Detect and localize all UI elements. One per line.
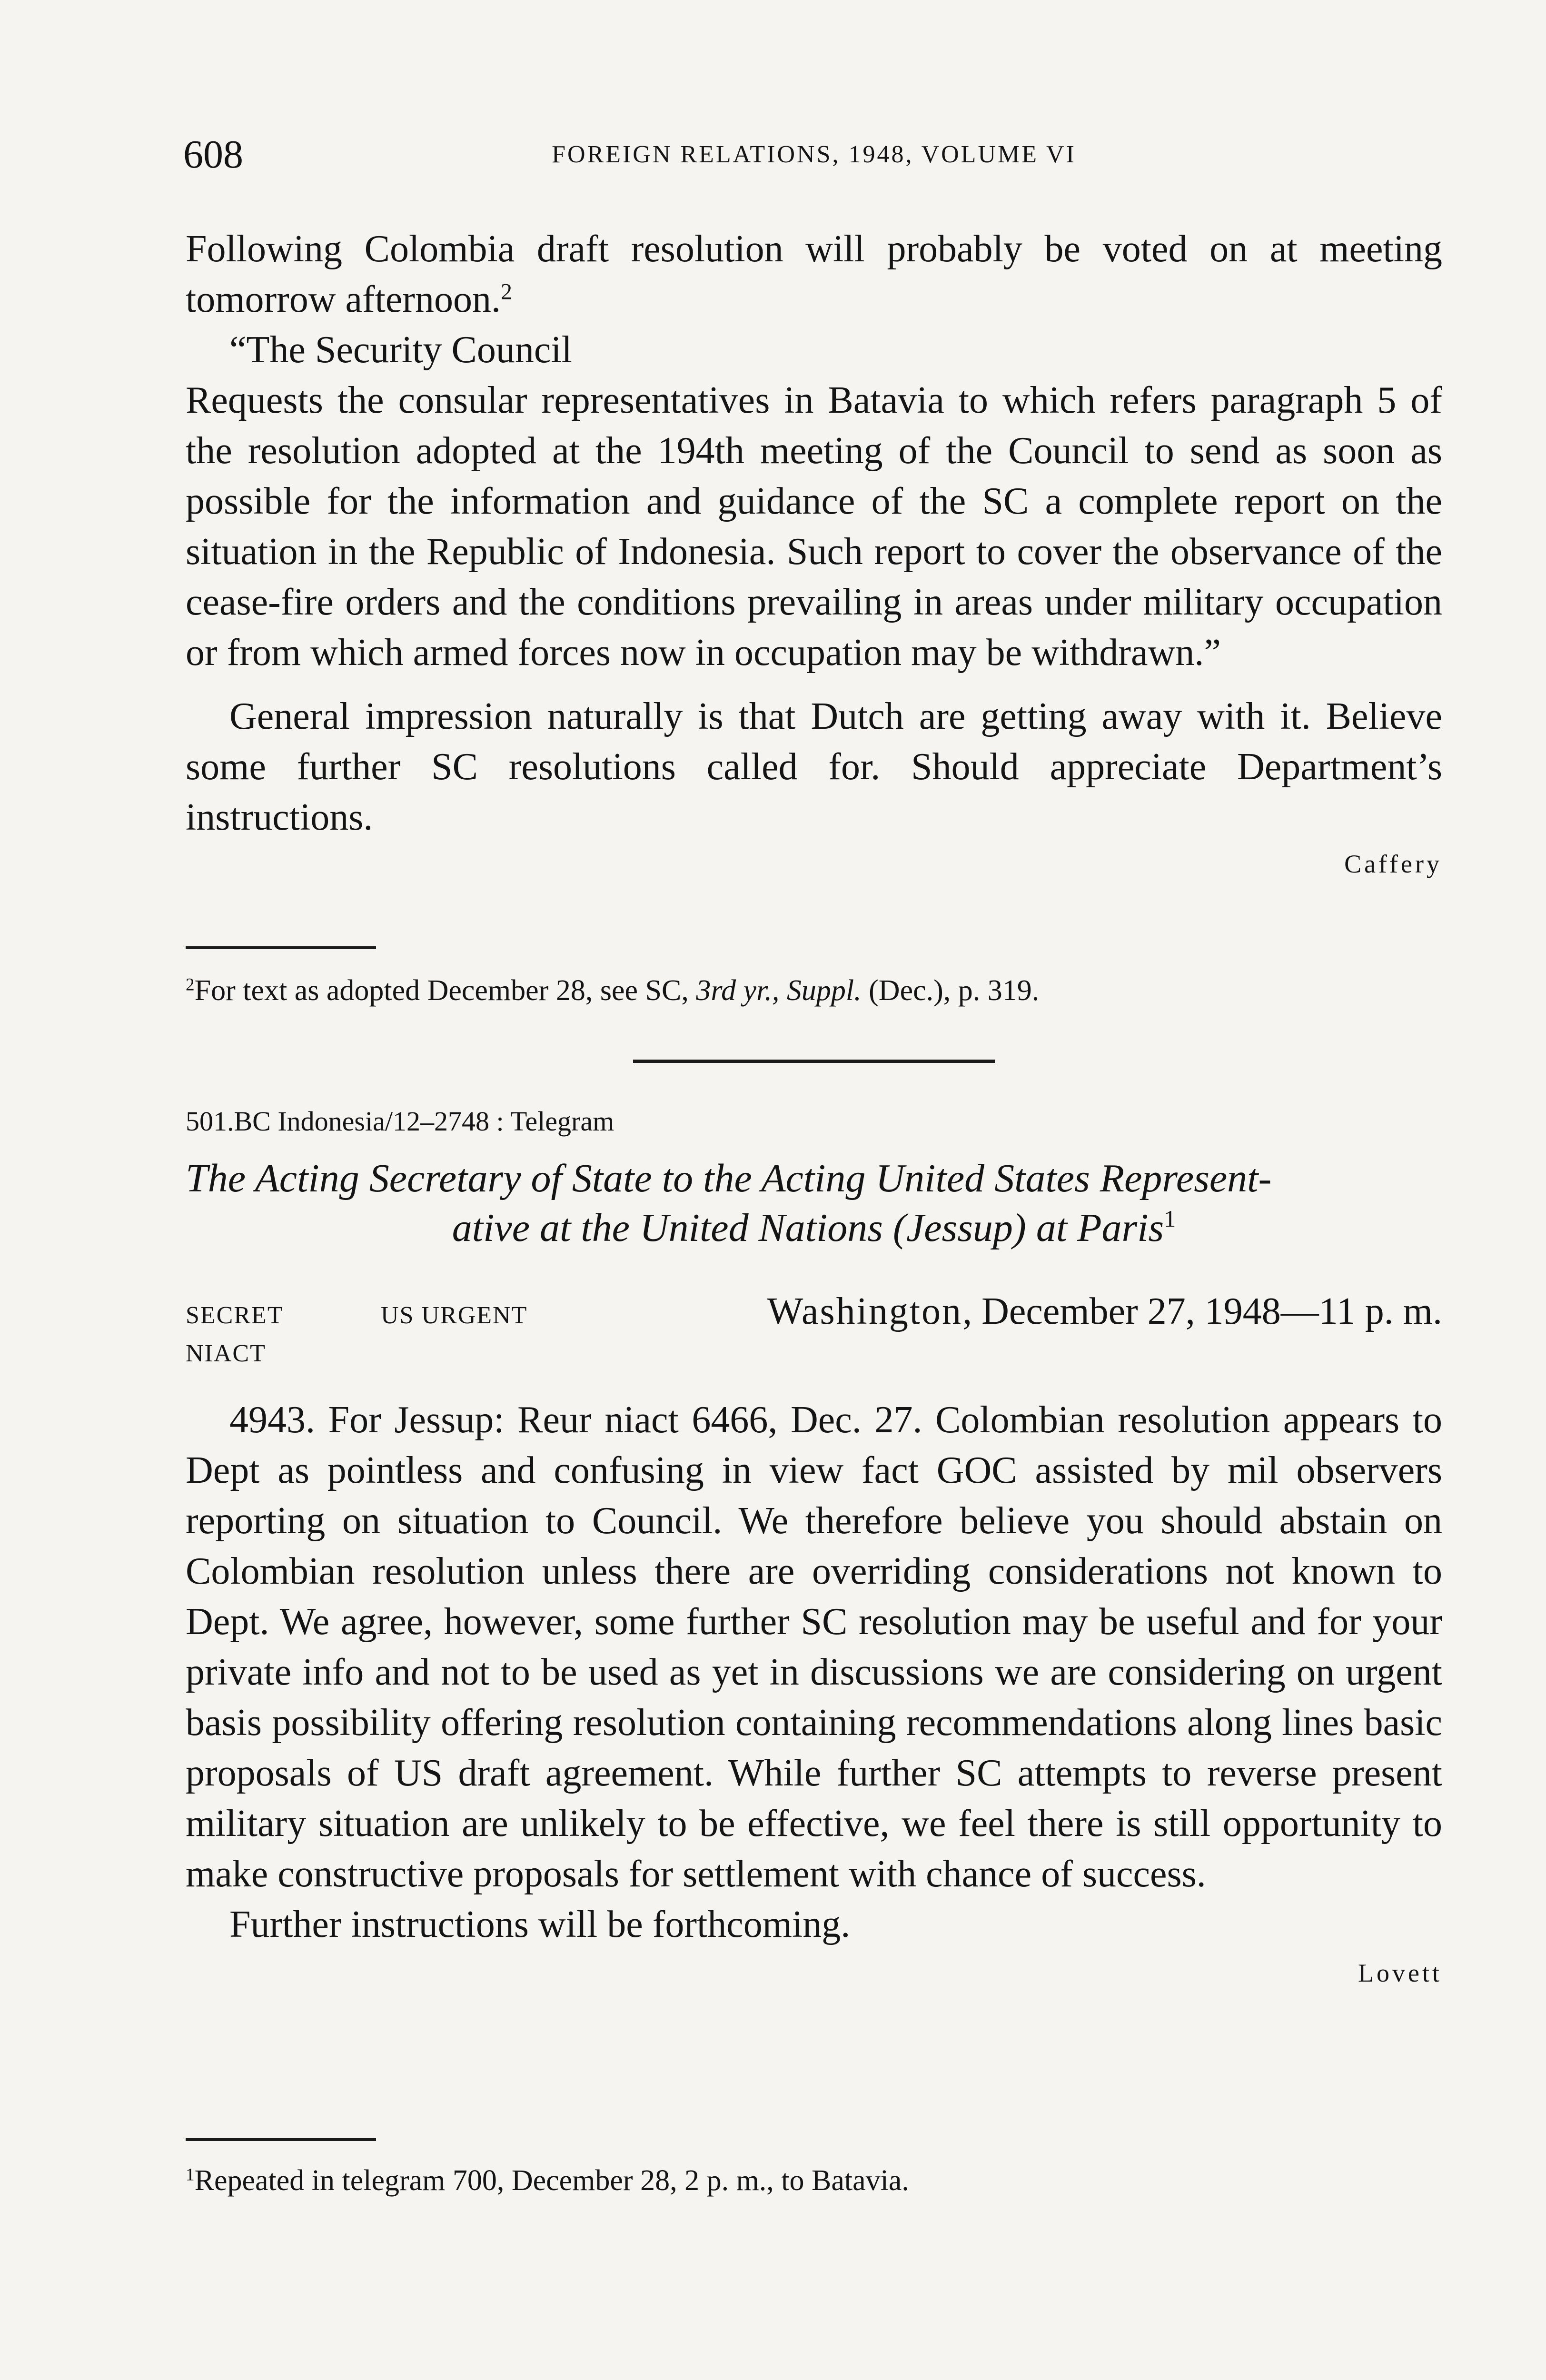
place-date: Washington, December 27, 1948—11 p. m. (767, 1290, 1442, 1332)
quote-body: Requests the consular representatives in Batavia to which refers paragraph 5 of the resolution adopted at the 194th meeting of the Council to send as soon as possible for the information and guidance of the SC a complete report on the situation in the Republic of Indonesia. Such report to cover the observance of the cease-fire orders and the conditions prevailing in areas under military occupation or from which armed forces now in occupation may be withdrawn.” (186, 379, 1442, 674)
priority: US URGENT (381, 1302, 528, 1329)
signature-lovett: Lovett (1358, 1959, 1442, 1987)
running-head: FOREIGN RELATIONS, 1948, VOLUME VI (552, 141, 1076, 168)
footnote-rule (186, 946, 376, 949)
signature-caffery: Caffery (1344, 850, 1442, 878)
page-header (183, 129, 1445, 181)
doc1-intro: Following Colombia draft resolution will probably be voted on at meeting tomorrow afternoon.$^2$ (186, 228, 1442, 320)
classification: SECRET (186, 1302, 284, 1329)
niact: NIACT (186, 1340, 266, 1367)
document-separator (633, 1060, 995, 1063)
footnote-rule-2 (186, 2138, 376, 2141)
closing-line: Further instructions will be forthcoming. (229, 1904, 851, 1945)
quote-opening: “The Security Council (229, 329, 572, 371)
footnote-1: $^1$Repeated in telegram 700, December 28, 2 p. m., to Batavia. (186, 2164, 909, 2197)
footnote-ref-2: 2 (501, 279, 513, 305)
document-title (186, 1154, 1442, 1253)
title-line-1: The Acting Secretary of State to the Acting United States Represent- (186, 1156, 1272, 1200)
footnote-2: $^2$For text as adopted December 28, see SC, 3rd yr., Suppl. (Dec.), p. 319. (186, 974, 1040, 1007)
title-line-2: ative at the United Nations (Jessup) at Paris$^1$ (452, 1205, 1176, 1250)
telegram-body: 4943. For Jessup: Reur niact 6466, Dec. 27. Colombian resolution appears to Dept as pointless and confusing in view fact GOC assisted by mil observers reporting on situation to Council. We therefore believe you should abstain on Colombian resolution unless there are overriding considerations not known to Dept. We agree, however, some further SC resolution may be useful and for your private info and not to be used as yet in discussions we are considering on urgent basis possibility offering resolution containing recommendations along lines basic proposals of US draft agreement. While further SC attempts to reverse present military situation are unlikely to be effective, we feel there is still opportunity to make constructive proposals for settlement with chance of success. (186, 1399, 1442, 1895)
file-number: 501.BC Indonesia/12–2748 : Telegram (186, 1106, 614, 1137)
general-impression: General impression naturally is that Dutch are getting away with it. Believe some further SC resolutions called for. Should appreciate Department’s instructions. (186, 695, 1442, 838)
doc1-body (186, 224, 1442, 879)
page-number: 608 (183, 132, 243, 177)
doc2-body (186, 1395, 1442, 1988)
quoted-resolution (186, 325, 1442, 678)
telegram-metadata (186, 1290, 1442, 1385)
